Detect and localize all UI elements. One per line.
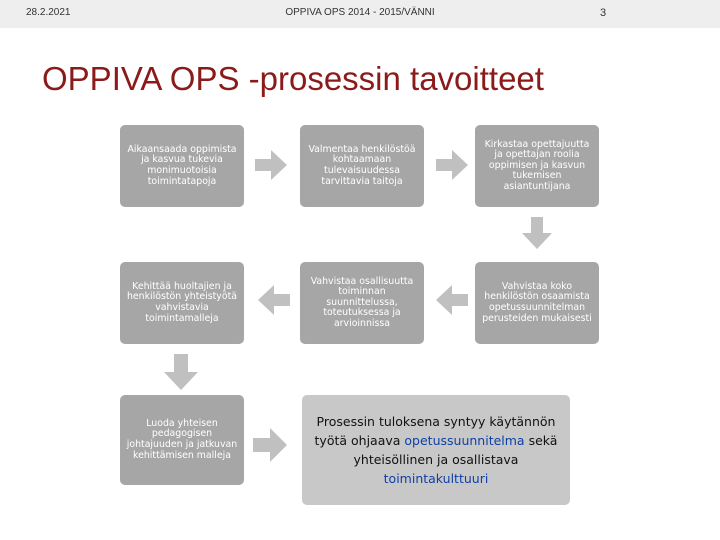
- page-number: 3: [600, 7, 607, 19]
- goal-box-3: [475, 125, 599, 207]
- result-text-2: sekä yhteisöllinen ja osallistava: [353, 433, 558, 467]
- goal-box-5-text: Vahvistaa osallisuutta toiminnan suunnittelussa, toteutuksessa ja arvioinnissa: [310, 275, 414, 329]
- goal-box-7-text: Luoda yhteisen pedagogisen johtajuuden ja jatkuvan kehittämisen malleja: [126, 417, 238, 461]
- header-date: 28.2.2021: [26, 7, 71, 18]
- result-highlight-ops: opetussuunnitelma: [404, 433, 525, 448]
- goal-box-3-text: Kirkastaa opettajuutta ja opettajan roolia oppimisen ja kasvun tukemisen asiantuntijana: [484, 138, 590, 192]
- arrow-down-icon: [164, 354, 198, 390]
- goal-box-4: [120, 262, 244, 344]
- goal-box-2: [300, 125, 424, 207]
- goal-box-6-text: Vahvistaa koko henkilöstön osaamista opetussuunnitelman perusteiden mukaisesti: [482, 280, 592, 324]
- arrow-left-icon: [258, 285, 290, 315]
- slide-title: OPPIVA OPS -prosessin tavoitteet: [42, 60, 544, 97]
- goal-box-4-text: Kehittää huoltajien ja henkilöstön yhteistyötä vahvistavia toimintamalleja: [126, 280, 238, 324]
- arrow-left-icon: [436, 285, 468, 315]
- goal-box-1: [120, 125, 244, 207]
- arrow-down-icon: [522, 217, 552, 249]
- result-text-1: Prosessin tuloksena syntyy käytännön työtä ohjaava: [314, 414, 556, 448]
- goal-box-2-text: Valmentaa henkilöstöä kohtaamaan tulevaisuudessa tarvittavia taitoja: [308, 143, 416, 187]
- arrow-right-icon: [436, 150, 468, 180]
- header-title: OPPIVA OPS 2014 - 2015/VÄNNI: [285, 7, 435, 18]
- result-box: [302, 395, 570, 505]
- goal-box-5: [300, 262, 424, 344]
- goal-box-6: [475, 262, 599, 344]
- arrow-right-icon: [255, 150, 287, 180]
- arrow-right-icon: [253, 428, 287, 462]
- goal-box-7: [120, 395, 244, 485]
- result-highlight-culture: toimintakulttuuri: [383, 471, 489, 486]
- goal-box-1-text: Aikaansaada oppimista ja kasvua tukevia monimuotoisia toimintatapoja: [127, 143, 237, 187]
